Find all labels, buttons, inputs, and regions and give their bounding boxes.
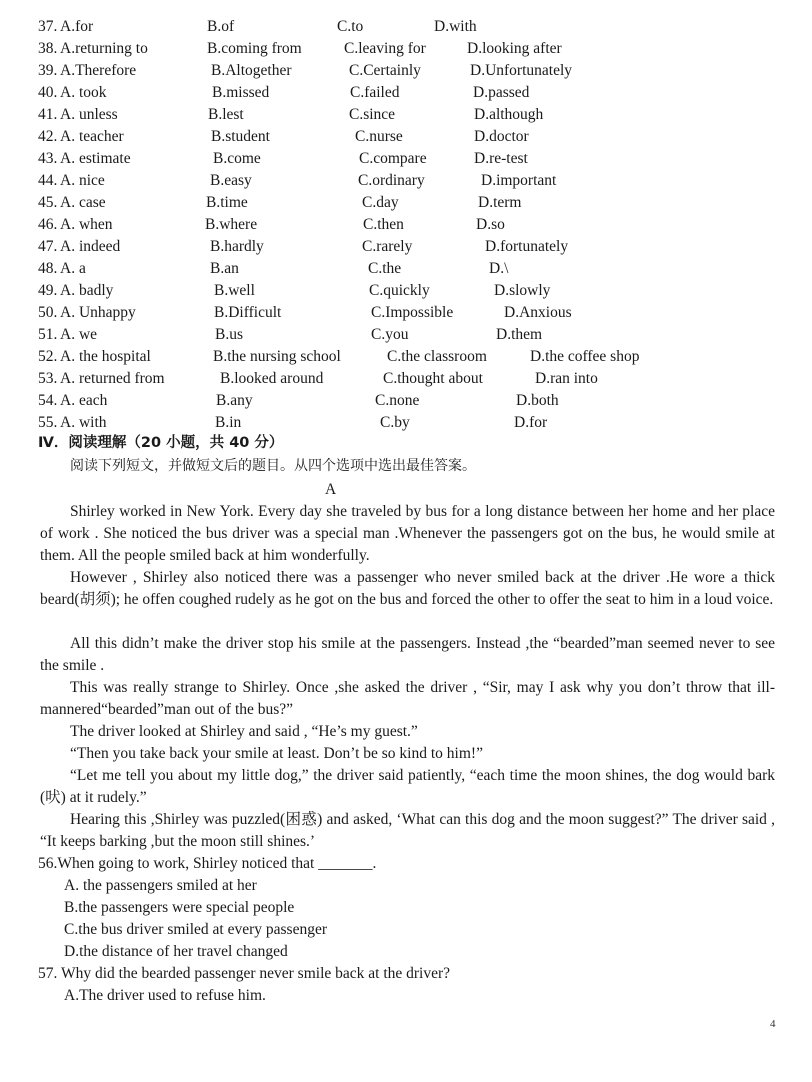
cloze-option-b[interactable]: B.lest bbox=[208, 106, 244, 123]
cloze-row bbox=[0, 236, 812, 258]
cloze-question-number: 39. bbox=[38, 62, 58, 79]
cloze-option-d[interactable]: D.ran into bbox=[535, 370, 598, 387]
cloze-option-c[interactable]: C.quickly bbox=[369, 282, 430, 299]
cloze-option-b[interactable]: B.the nursing school bbox=[213, 348, 341, 365]
cloze-row bbox=[0, 346, 812, 368]
passage-paragraph-4: This was really strange to Shirley. Once ,she asked the driver , “Sir, may I ask why you don’t throw that ill-mannered“bearded”man out of the bus?” bbox=[40, 679, 775, 718]
cloze-option-d[interactable]: D.although bbox=[474, 106, 544, 123]
cloze-option-a[interactable]: A. when bbox=[60, 216, 113, 233]
question-56-option-c[interactable]: C.the bus driver smiled at every passenger bbox=[64, 921, 327, 938]
cloze-row bbox=[0, 412, 812, 434]
section-instruction: 阅读下列短文，并做短文后的题目。从四个选项中选出最佳答案。 bbox=[70, 458, 476, 474]
cloze-row bbox=[0, 390, 812, 412]
passage-paragraph-3: All this didn’t make the driver stop his smile at the passengers. Instead ,the “bearded”man seemed never to see the smile . bbox=[40, 635, 775, 674]
cloze-option-c[interactable]: C.rarely bbox=[362, 238, 413, 255]
cloze-option-d[interactable]: D.for bbox=[514, 414, 548, 431]
cloze-option-a[interactable]: A. with bbox=[60, 414, 107, 431]
cloze-option-d[interactable]: D.slowly bbox=[494, 282, 551, 299]
cloze-option-c[interactable]: C.by bbox=[380, 414, 410, 431]
passage-paragraph-2: However , Shirley also noticed there was a passenger who never smiled back at the driver .He wore a thick beard(胡须); he offen coughed rudely as he got on the bus and forced the other to offer the seat to him in a loud voice. bbox=[40, 569, 775, 608]
cloze-option-b[interactable]: B.Difficult bbox=[214, 304, 282, 321]
cloze-question-number: 38. bbox=[38, 40, 58, 57]
cloze-option-c[interactable]: C.to bbox=[337, 18, 364, 35]
question-56-option-a[interactable]: A. the passengers smiled at her bbox=[64, 877, 257, 894]
cloze-question-number: 47. bbox=[38, 238, 58, 255]
cloze-option-d[interactable]: D.\ bbox=[489, 260, 509, 277]
cloze-option-d[interactable]: D.fortunately bbox=[485, 238, 569, 255]
cloze-option-a[interactable]: A. case bbox=[60, 194, 106, 211]
cloze-option-c[interactable]: C.the bbox=[368, 260, 402, 277]
cloze-option-c[interactable]: C.Impossible bbox=[371, 304, 454, 321]
cloze-option-b[interactable]: B.in bbox=[215, 414, 242, 431]
cloze-row bbox=[0, 148, 812, 170]
cloze-option-c[interactable]: C.since bbox=[349, 106, 396, 123]
cloze-question-number: 52. bbox=[38, 348, 58, 365]
cloze-option-b[interactable]: B.Altogether bbox=[211, 62, 292, 79]
question-56-stem: 56.When going to work, Shirley noticed that _______. bbox=[38, 855, 377, 872]
cloze-row bbox=[0, 170, 812, 192]
cloze-row bbox=[0, 280, 812, 302]
cloze-option-c[interactable]: C.thought about bbox=[383, 370, 483, 387]
cloze-question-number: 44. bbox=[38, 172, 58, 189]
cloze-option-b[interactable]: B.well bbox=[214, 282, 255, 299]
cloze-option-b[interactable]: B.missed bbox=[212, 84, 270, 101]
section-title: Ⅳ．阅读理解（20 小题，共 40 分） bbox=[38, 435, 284, 451]
cloze-option-d[interactable]: D.important bbox=[481, 172, 557, 189]
cloze-option-d[interactable]: D.Anxious bbox=[504, 304, 572, 321]
cloze-option-a[interactable]: A.returning to bbox=[60, 40, 148, 57]
cloze-option-b[interactable]: B.come bbox=[213, 150, 261, 167]
question-57-option-a[interactable]: A.The driver used to refuse him. bbox=[64, 987, 266, 1004]
cloze-option-d[interactable]: D.term bbox=[478, 194, 522, 211]
cloze-option-b[interactable]: B.time bbox=[206, 194, 248, 211]
cloze-option-d[interactable]: D.both bbox=[516, 392, 559, 409]
cloze-question-number: 42. bbox=[38, 128, 58, 145]
cloze-option-c[interactable]: C.the classroom bbox=[387, 348, 487, 365]
passage-paragraph-8: Hearing this ,Shirley was puzzled(困惑) and asked, ‘What can this dog and the moon suggest?” The driver said , “It keeps barking ,but the moon still shines.’ bbox=[40, 811, 775, 850]
cloze-question-number: 48. bbox=[38, 260, 58, 277]
cloze-row bbox=[0, 126, 812, 148]
cloze-question-number: 45. bbox=[38, 194, 58, 211]
cloze-option-a[interactable]: A.for bbox=[60, 18, 94, 35]
cloze-row bbox=[0, 258, 812, 280]
cloze-row bbox=[0, 104, 812, 126]
cloze-row bbox=[0, 82, 812, 104]
cloze-question-number: 43. bbox=[38, 150, 58, 167]
cloze-option-b[interactable]: B.coming from bbox=[207, 40, 302, 57]
cloze-option-a[interactable]: A. a bbox=[60, 260, 86, 277]
cloze-question-number: 41. bbox=[38, 106, 58, 123]
cloze-option-c[interactable]: C.failed bbox=[350, 84, 400, 101]
cloze-option-a[interactable]: A. badly bbox=[60, 282, 114, 299]
cloze-option-c[interactable]: C.Certainly bbox=[349, 62, 421, 79]
question-56-option-d[interactable]: D.the distance of her travel changed bbox=[64, 943, 288, 960]
question-56-option-b[interactable]: B.the passengers were special people bbox=[64, 899, 295, 916]
cloze-option-a[interactable]: A. estimate bbox=[60, 150, 131, 167]
passage-paragraph-6: “Then you take back your smile at least. Don’t be so kind to him!” bbox=[70, 745, 483, 762]
cloze-option-d[interactable]: D.doctor bbox=[474, 128, 529, 145]
cloze-option-a[interactable]: A. returned from bbox=[60, 370, 165, 387]
cloze-option-c[interactable]: C.you bbox=[371, 326, 409, 343]
cloze-option-c[interactable]: C.leaving for bbox=[344, 40, 426, 57]
cloze-option-b[interactable]: B.an bbox=[210, 260, 239, 277]
cloze-question-number: 50. bbox=[38, 304, 58, 321]
cloze-option-c[interactable]: C.ordinary bbox=[358, 172, 425, 189]
cloze-option-d[interactable]: D.the coffee shop bbox=[530, 348, 640, 365]
cloze-option-c[interactable]: C.none bbox=[375, 392, 420, 409]
cloze-option-b[interactable]: B.student bbox=[211, 128, 270, 145]
cloze-option-d[interactable]: D.Unfortunately bbox=[470, 62, 573, 79]
passage-label: A bbox=[325, 481, 337, 498]
cloze-row bbox=[0, 38, 812, 60]
cloze-option-c[interactable]: C.day bbox=[362, 194, 399, 211]
cloze-option-b[interactable]: B.hardly bbox=[210, 238, 264, 255]
cloze-option-d[interactable]: D.with bbox=[434, 18, 477, 35]
cloze-option-c[interactable]: C.then bbox=[363, 216, 404, 233]
cloze-row bbox=[0, 192, 812, 214]
cloze-option-b[interactable]: B.us bbox=[215, 326, 243, 343]
cloze-option-d[interactable]: D.looking after bbox=[467, 40, 562, 57]
cloze-option-a[interactable]: A.Therefore bbox=[60, 62, 137, 79]
cloze-option-b[interactable]: B.easy bbox=[210, 172, 252, 189]
cloze-question-number: 46. bbox=[38, 216, 58, 233]
cloze-option-d[interactable]: D.passed bbox=[473, 84, 530, 101]
cloze-question-number: 55. bbox=[38, 414, 58, 431]
cloze-option-a[interactable]: A. we bbox=[60, 326, 98, 343]
cloze-option-a[interactable]: A. Unhappy bbox=[60, 304, 136, 321]
cloze-question-number: 40. bbox=[38, 84, 58, 101]
cloze-row bbox=[0, 302, 812, 324]
cloze-question-number: 49. bbox=[38, 282, 58, 299]
cloze-row bbox=[0, 16, 812, 38]
cloze-option-c[interactable]: C.compare bbox=[359, 150, 427, 167]
question-57-stem: 57. Why did the bearded passenger never smile back at the driver? bbox=[38, 965, 451, 982]
cloze-option-a[interactable]: A. the hospital bbox=[60, 348, 151, 365]
passage-paragraph-5: The driver looked at Shirley and said , “He’s my guest.” bbox=[70, 723, 418, 740]
cloze-option-a[interactable]: A. indeed bbox=[60, 238, 121, 255]
cloze-option-b[interactable]: B.looked around bbox=[220, 370, 324, 387]
cloze-question-number: 51. bbox=[38, 326, 58, 343]
cloze-row bbox=[0, 214, 812, 236]
cloze-option-a[interactable]: A. teacher bbox=[60, 128, 124, 145]
cloze-option-d[interactable]: D.them bbox=[496, 326, 543, 343]
cloze-question-number: 54. bbox=[38, 392, 58, 409]
cloze-option-a[interactable]: A. took bbox=[60, 84, 107, 101]
page-number: 4 bbox=[770, 1018, 776, 1030]
cloze-option-a[interactable]: A. each bbox=[60, 392, 108, 409]
cloze-option-d[interactable]: D.so bbox=[476, 216, 505, 233]
cloze-option-b[interactable]: B.any bbox=[216, 392, 253, 409]
passage-paragraph-1: Shirley worked in New York. Every day she traveled by bus for a long distance between her home and her place of work . She noticed the bus driver was a special man .Whenever the passengers got on the bus, he would smile at them. All the people smiled back at him wonderfully. bbox=[40, 503, 775, 564]
cloze-option-a[interactable]: A. unless bbox=[60, 106, 118, 123]
cloze-option-c[interactable]: C.nurse bbox=[355, 128, 403, 145]
cloze-option-a[interactable]: A. nice bbox=[60, 172, 105, 189]
cloze-row bbox=[0, 60, 812, 82]
cloze-option-b[interactable]: B.where bbox=[205, 216, 258, 233]
cloze-option-b[interactable]: B.of bbox=[207, 18, 235, 35]
cloze-question-number: 37. bbox=[38, 18, 58, 35]
cloze-question-number: 53. bbox=[38, 370, 58, 387]
cloze-row bbox=[0, 324, 812, 346]
cloze-row bbox=[0, 368, 812, 390]
cloze-option-d[interactable]: D.re-test bbox=[474, 150, 528, 167]
passage-paragraph-7: “Let me tell you about my little dog,” the driver said patiently, “each time the moon shines, the dog would bark (吠) at it rudely.” bbox=[40, 767, 775, 806]
